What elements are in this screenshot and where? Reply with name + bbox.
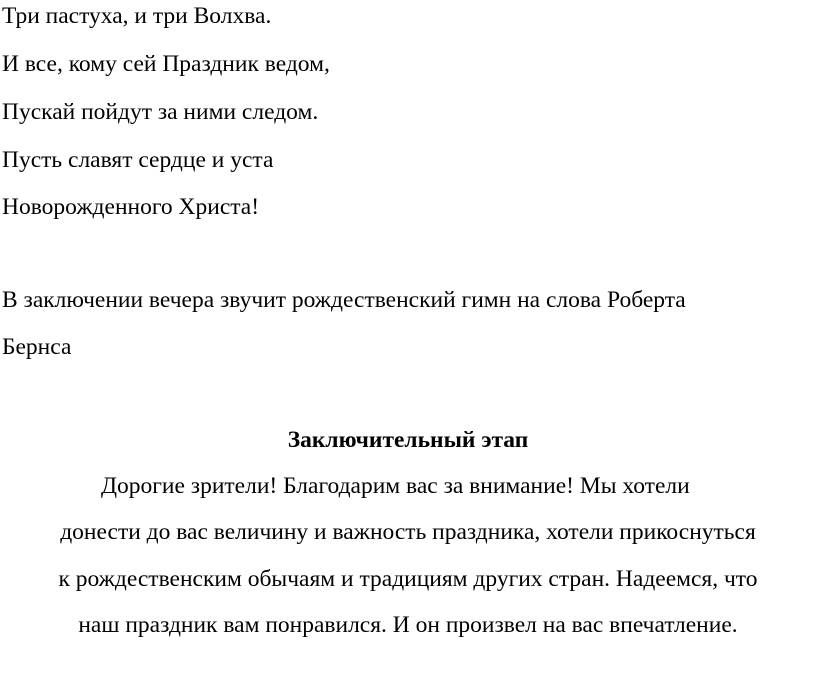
poem-line: Новорожденного Христа! xyxy=(2,194,260,220)
paragraph-line: Дорогие зрители! Благодарим вас за внимание! Мы хотели xyxy=(101,473,690,499)
note-line: В заключении вечера звучит рождественский гимн на слова Роберта xyxy=(2,287,686,313)
poem-line: И все, кому сей Праздник ведом, xyxy=(2,51,330,77)
section-heading: Заключительный этап xyxy=(287,427,529,453)
paragraph-line: донести до вас величину и важность праздника, хотели прикоснуться xyxy=(60,519,756,545)
poem-line: Три пастуха, и три Волхва. xyxy=(2,3,272,29)
poem-line: Пусть славят сердце и уста xyxy=(2,147,274,173)
poem-line: Пускай пойдут за ними следом. xyxy=(2,99,319,125)
note-line: Бернса xyxy=(2,334,72,360)
paragraph-line: к рождественским обычаям и традициям других стран. Надеемся, что xyxy=(58,566,758,592)
paragraph-line: наш праздник вам понравился. И он произвел на вас впечатление. xyxy=(78,612,738,638)
